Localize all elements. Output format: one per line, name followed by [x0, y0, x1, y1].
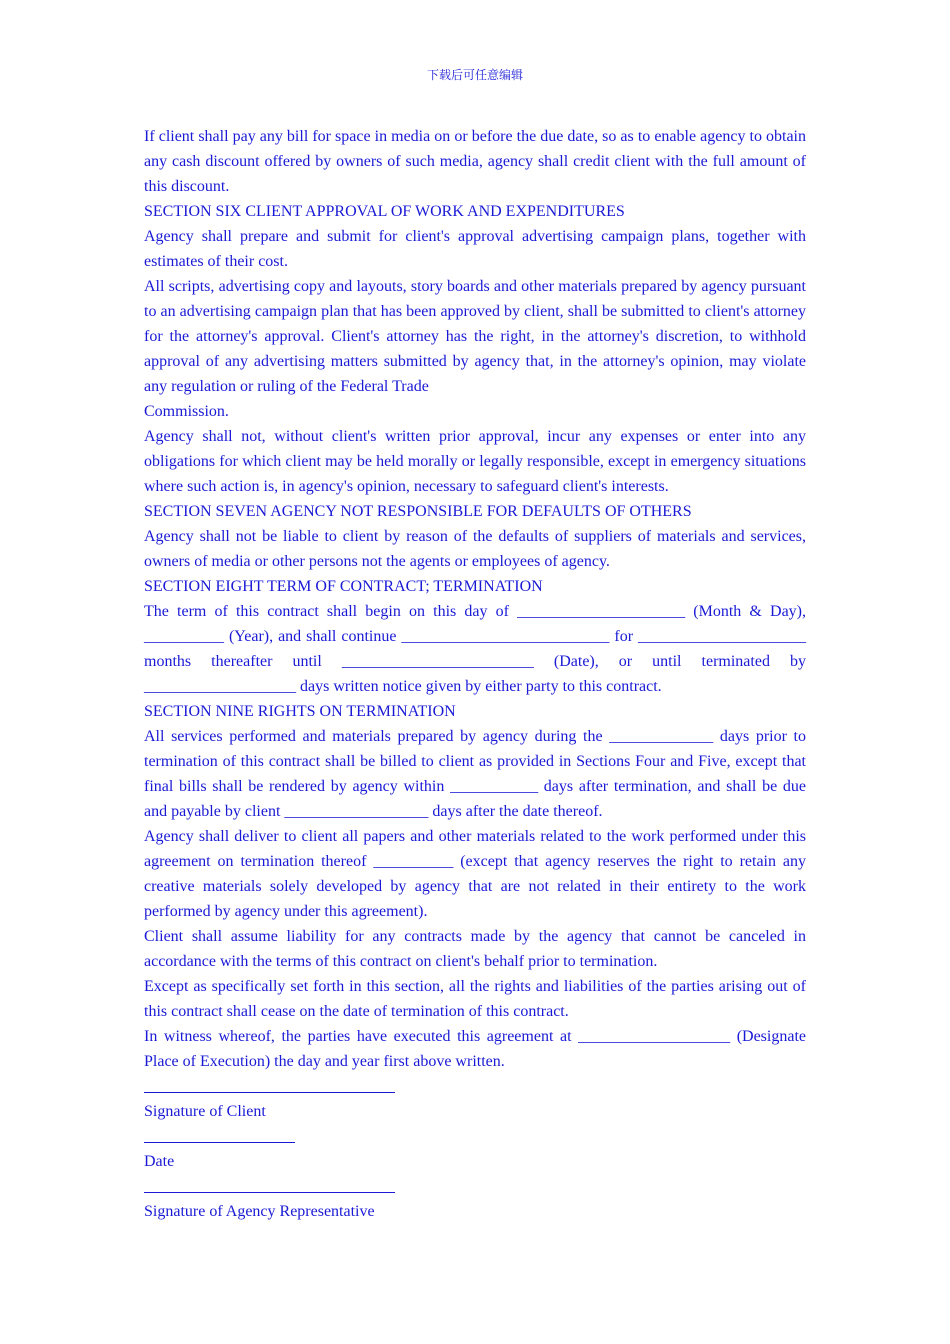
paragraph-rights-cease: Except as specifically set forth in this section, all the rights and liabilities of the parties arising out of this contract shall cease on the date of termination of this contract. [144, 978, 806, 1020]
paragraph-campaign-plans: Agency shall prepare and submit for client's approval advertising campaign plans, together with estimates of their cost. [144, 228, 806, 270]
client-signature-line[interactable] [144, 1074, 806, 1099]
paragraph-expenses: Agency shall not, without client's written prior approval, incur any expenses or enter into any obligations for which client may be held morally or legally responsible, except in emergency situations where such action is, in agency's opinion, necessary to safeguard client's interests. [144, 428, 806, 495]
section-eight-heading: SECTION EIGHT TERM OF CONTRACT; TERMINATION [144, 578, 543, 595]
page-header-watermark: 下载后可任意编辑 [426, 68, 523, 82]
paragraph-not-liable: Agency shall not be liable to client by reason of the defaults of suppliers of materials and services, owners of media or other persons not the agents or employees of agency. [144, 528, 806, 570]
document-body [144, 124, 806, 1224]
date-signature-line[interactable] [144, 1124, 806, 1149]
client-signature-label: Signature of Client [144, 1103, 266, 1120]
paragraph-commission: Commission. [144, 403, 229, 420]
date-label: Date [144, 1153, 175, 1170]
paragraph-services-billed: All services performed and materials prepared by agency during the _____________ days prior to termination of this contract shall be billed to client as provided in Sections Four and Five, except that final bills shall be rendered by agency within ___________ days after termination, and shall be due and payable by client __________________ days after the date thereof. [144, 728, 806, 820]
paragraph-deliver-papers: Agency shall deliver to client all papers and other materials related to the work performed under this agreement on termination thereof __________ (except that agency reserves the right to retain any creative materials solely developed by agency that are not related in their entirety to the work performed by agency under this agreement). [144, 828, 806, 920]
paragraph-cash-discount: If client shall pay any bill for space in media on or before the due date, so as to enable agency to obtain any cash discount offered by owners of such media, agency shall credit client with the full amount of this discount. [144, 128, 806, 195]
section-six-heading: SECTION SIX CLIENT APPROVAL OF WORK AND EXPENDITURES [144, 203, 625, 220]
section-nine-heading: SECTION NINE RIGHTS ON TERMINATION [144, 703, 456, 720]
paragraph-witness: In witness whereof, the parties have executed this agreement at ___________________ (Designate Place of Execution) the day and year first above written. [144, 1028, 806, 1070]
agency-signature-label: Signature of Agency Representative [144, 1203, 375, 1220]
paragraph-liability: Client shall assume liability for any contracts made by the agency that cannot be canceled in accordance with the terms of this contract on client's behalf prior to termination. [144, 928, 806, 970]
section-seven-heading: SECTION SEVEN AGENCY NOT RESPONSIBLE FOR DEFAULTS OF OTHERS [144, 503, 692, 520]
paragraph-attorney-approval: All scripts, advertising copy and layouts, story boards and other materials prepared by agency pursuant to an advertising campaign plan that has been approved by client, shall be submitted to client's attorney for the attorney's approval. Client's attorney has the right, in the attorney's discretion, to withhold approval of any advertising matters submitted by agency that, in the attorney's opinion, may violate any regulation or ruling of the Federal Trade [144, 278, 806, 395]
paragraph-term: The term of this contract shall begin on this day of _____________________ (Month & Day), __________ (Year), and shall continue __________________________ for _____________________ months thereafter until ________________________ (Date), or until terminated by ___________________ days written notice given by either party to this contract. [144, 603, 806, 695]
agency-signature-line[interactable] [144, 1174, 806, 1199]
